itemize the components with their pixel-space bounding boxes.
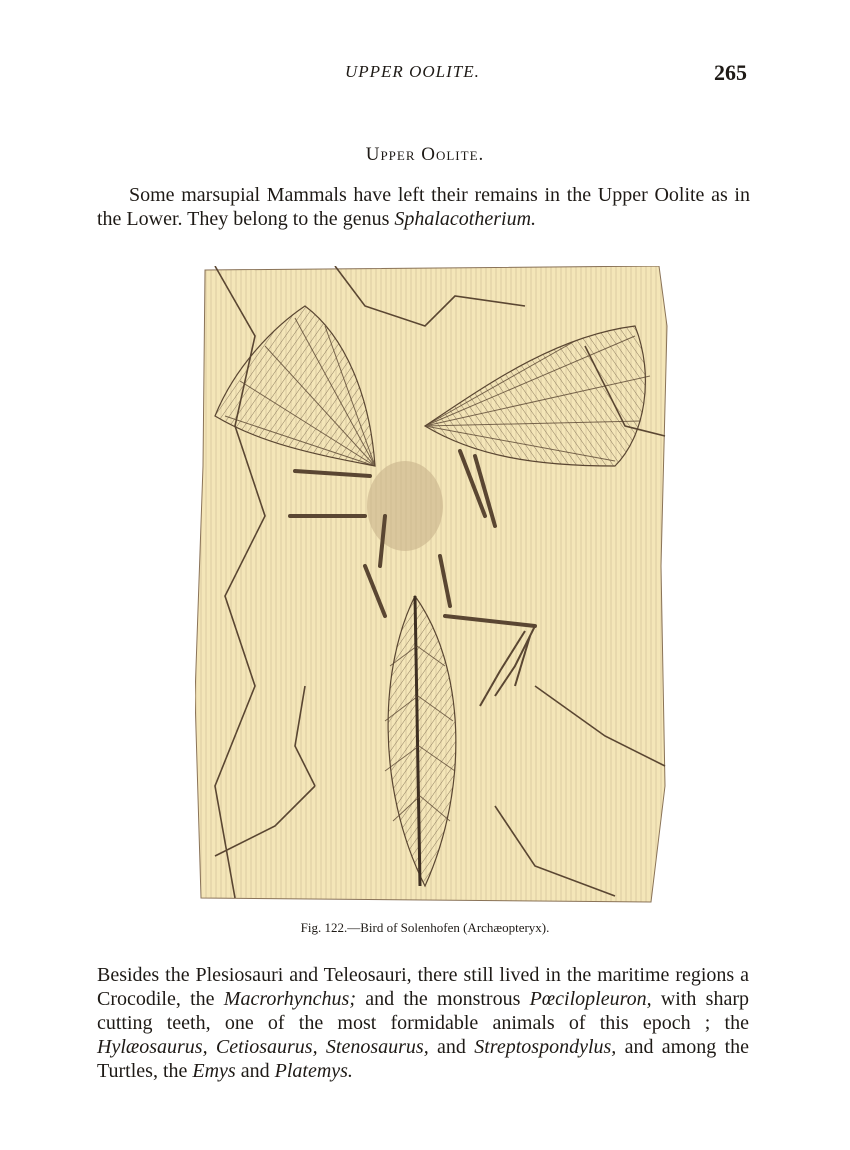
taxon-hylaeosaurus: Hylæosaurus, xyxy=(97,1036,208,1058)
taxon-macrorhynchus: Macrorhynchus; xyxy=(223,988,356,1010)
torso xyxy=(367,461,443,551)
caption-text: Bird of Solenhofen (Archæopteryx). xyxy=(360,920,550,935)
taxon-poecilopleuron: Pœcilopleuron, xyxy=(529,988,652,1010)
closing-text-3: with sharp cutting teeth, one of the most formidable animals of this epoch ; the xyxy=(97,988,749,1034)
running-head: UPPER OOLITE. xyxy=(345,62,480,81)
fossil-engraving xyxy=(195,266,669,906)
figure-caption xyxy=(0,920,850,936)
taxon-stenosaurus: Stenosaurus, xyxy=(325,1036,429,1058)
section-title: Upper Oolite. xyxy=(365,144,485,165)
taxon-platemys: Platemys. xyxy=(274,1060,353,1082)
genus-name: Sphalacotherium. xyxy=(394,208,537,230)
taxon-streptospondylus: Streptospondylus, xyxy=(474,1036,617,1058)
taxon-cetiosaurus: Cetiosaurus, xyxy=(215,1036,318,1058)
closing-text-2: and the monstrous xyxy=(355,988,530,1010)
intro-paragraph xyxy=(97,183,750,231)
closing-text-7: and among the Turtles, the xyxy=(97,1036,749,1082)
caption-label: Fig. 122.— xyxy=(300,920,361,935)
closing-text-1: Besides the Plesiosauri and Teleosauri, there still lived in the maritime regions a Crocodile, the xyxy=(97,964,749,1010)
intro-text-b: They belong to the genus xyxy=(182,208,395,230)
taxon-emys: Emys xyxy=(192,1060,236,1082)
closing-text-8: and xyxy=(235,1060,275,1082)
closing-paragraph xyxy=(97,963,749,1083)
archaeopteryx-illustration xyxy=(195,266,669,906)
page-number: 265 xyxy=(714,60,747,85)
closing-text-5 xyxy=(318,1036,326,1058)
closing-text-4 xyxy=(208,1036,216,1058)
closing-text-6: and xyxy=(428,1036,475,1058)
intro-text: Some marsupial Mammals have left their remains in the Upper Oolite as in the Lower. xyxy=(97,184,750,230)
